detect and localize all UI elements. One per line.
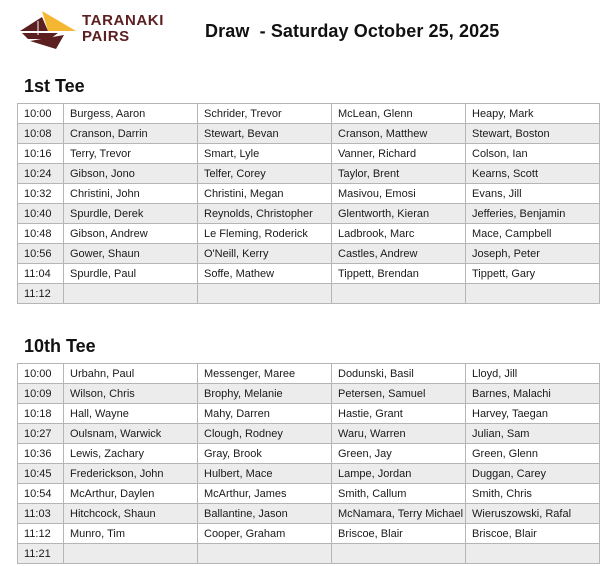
player-3-cell: Waru, Warren (332, 424, 466, 444)
table-row (18, 284, 600, 304)
player-4-cell: Joseph, Peter (466, 244, 600, 264)
player-3-cell: Briscoe, Blair (332, 524, 466, 544)
player-4-cell: Kearns, Scott (466, 164, 600, 184)
brand-line-2: PAIRS (82, 28, 130, 45)
tee-time-cell: 11:04 (18, 264, 64, 284)
tee-time-cell: 10:18 (18, 404, 64, 424)
player-4-cell (466, 544, 600, 564)
player-2-cell: Christini, Megan (198, 184, 332, 204)
player-1-cell: Hitchcock, Shaun (64, 504, 198, 524)
player-4-cell: Green, Glenn (466, 444, 600, 464)
player-4-cell: Colson, Ian (466, 144, 600, 164)
player-2-cell: Soffe, Mathew (198, 264, 332, 284)
player-1-cell: Hall, Wayne (64, 404, 198, 424)
player-1-cell: Gower, Shaun (64, 244, 198, 264)
player-4-cell: Jefferies, Benjamin (466, 204, 600, 224)
table-row (18, 464, 600, 484)
player-1-cell: Urbahn, Paul (64, 364, 198, 384)
tee-time-cell: 10:48 (18, 224, 64, 244)
player-4-cell: Tippett, Gary (466, 264, 600, 284)
player-3-cell: Petersen, Samuel (332, 384, 466, 404)
tee-time-cell: 10:09 (18, 384, 64, 404)
player-1-cell: Munro, Tim (64, 524, 198, 544)
table-row (18, 104, 600, 124)
tee-time-cell: 10:00 (18, 364, 64, 384)
player-2-cell: Clough, Rodney (198, 424, 332, 444)
player-4-cell: Harvey, Taegan (466, 404, 600, 424)
player-4-cell: Smith, Chris (466, 484, 600, 504)
section-title-10th-tee: 10th Tee (24, 336, 96, 356)
player-3-cell: Green, Jay (332, 444, 466, 464)
player-3-cell: Lampe, Jordan (332, 464, 466, 484)
tee-time-cell: 11:03 (18, 504, 64, 524)
player-1-cell: Terry, Trevor (64, 144, 198, 164)
player-3-cell (332, 544, 466, 564)
player-2-cell: Gray, Brook (198, 444, 332, 464)
player-2-cell: Messenger, Maree (198, 364, 332, 384)
table-row (18, 544, 600, 564)
player-4-cell: Barnes, Malachi (466, 384, 600, 404)
table-row (18, 484, 600, 504)
player-1-cell: Spurdle, Paul (64, 264, 198, 284)
table-row (18, 184, 600, 204)
player-2-cell (198, 284, 332, 304)
table-row (18, 124, 600, 144)
table-row (18, 424, 600, 444)
player-2-cell (198, 544, 332, 564)
table-row (18, 144, 600, 164)
player-4-cell: Mace, Campbell (466, 224, 600, 244)
table-row (18, 364, 600, 384)
player-3-cell: Taylor, Brent (332, 164, 466, 184)
player-3-cell: McLean, Glenn (332, 104, 466, 124)
table-row (18, 384, 600, 404)
player-1-cell: Wilson, Chris (64, 384, 198, 404)
table-row (18, 224, 600, 244)
player-4-cell: Julian, Sam (466, 424, 600, 444)
player-1-cell (64, 544, 198, 564)
player-3-cell: Ladbrook, Marc (332, 224, 466, 244)
table-row (18, 264, 600, 284)
player-4-cell: Briscoe, Blair (466, 524, 600, 544)
draw-table-1st-tee (17, 103, 600, 304)
tee-time-cell: 11:12 (18, 524, 64, 544)
section-title-1st-tee: 1st Tee (24, 76, 85, 96)
player-2-cell: Cooper, Graham (198, 524, 332, 544)
table-row (18, 404, 600, 424)
player-1-cell: Frederickson, John (64, 464, 198, 484)
taranaki-pairs-logo-icon (18, 9, 78, 49)
player-2-cell: Telfer, Corey (198, 164, 332, 184)
tee-time-cell: 11:21 (18, 544, 64, 564)
player-2-cell: Mahy, Darren (198, 404, 332, 424)
player-1-cell: Spurdle, Derek (64, 204, 198, 224)
player-2-cell: Hulbert, Mace (198, 464, 332, 484)
player-1-cell: Gibson, Jono (64, 164, 198, 184)
player-2-cell: Le Fleming, Roderick (198, 224, 332, 244)
player-4-cell (466, 284, 600, 304)
table-row (18, 444, 600, 464)
player-3-cell: Hastie, Grant (332, 404, 466, 424)
tee-time-cell: 10:27 (18, 424, 64, 444)
player-4-cell: Heapy, Mark (466, 104, 600, 124)
tee-time-cell: 10:45 (18, 464, 64, 484)
player-1-cell: Gibson, Andrew (64, 224, 198, 244)
tee-time-cell: 11:12 (18, 284, 64, 304)
table-row (18, 524, 600, 544)
tee-time-cell: 10:40 (18, 204, 64, 224)
player-1-cell: Cranson, Darrin (64, 124, 198, 144)
player-3-cell: Cranson, Matthew (332, 124, 466, 144)
player-1-cell: Burgess, Aaron (64, 104, 198, 124)
brand-line-1: TARANAKI (82, 12, 165, 29)
table-row (18, 504, 600, 524)
player-2-cell: Reynolds, Christopher (198, 204, 332, 224)
player-4-cell: Wieruszowski, Rafal (466, 504, 600, 524)
tee-time-cell: 10:24 (18, 164, 64, 184)
player-4-cell: Evans, Jill (466, 184, 600, 204)
player-3-cell (332, 284, 466, 304)
table-row (18, 164, 600, 184)
player-1-cell (64, 284, 198, 304)
tee-time-cell: 10:36 (18, 444, 64, 464)
tee-time-cell: 10:32 (18, 184, 64, 204)
player-3-cell: Masivou, Emosi (332, 184, 466, 204)
draw-table-10th-tee (17, 363, 600, 564)
table-row (18, 244, 600, 264)
player-2-cell: O'Neill, Kerry (198, 244, 332, 264)
player-3-cell: Tippett, Brendan (332, 264, 466, 284)
player-2-cell: Smart, Lyle (198, 144, 332, 164)
tee-time-cell: 10:16 (18, 144, 64, 164)
player-3-cell: Vanner, Richard (332, 144, 466, 164)
brand-name (82, 13, 164, 45)
player-3-cell: Smith, Callum (332, 484, 466, 504)
player-1-cell: Oulsnam, Warwick (64, 424, 198, 444)
tee-time-cell: 10:54 (18, 484, 64, 504)
player-2-cell: Schrider, Trevor (198, 104, 332, 124)
table-row (18, 204, 600, 224)
player-3-cell: McNamara, Terry Michael (332, 504, 466, 524)
player-3-cell: Dodunski, Basil (332, 364, 466, 384)
player-2-cell: Brophy, Melanie (198, 384, 332, 404)
player-2-cell: McArthur, James (198, 484, 332, 504)
tee-time-cell: 10:00 (18, 104, 64, 124)
player-4-cell: Lloyd, Jill (466, 364, 600, 384)
player-1-cell: Lewis, Zachary (64, 444, 198, 464)
player-4-cell: Duggan, Carey (466, 464, 600, 484)
player-4-cell: Stewart, Boston (466, 124, 600, 144)
player-2-cell: Stewart, Bevan (198, 124, 332, 144)
player-1-cell: Christini, John (64, 184, 198, 204)
player-1-cell: McArthur, Daylen (64, 484, 198, 504)
tee-time-cell: 10:08 (18, 124, 64, 144)
page-header (0, 0, 600, 60)
player-3-cell: Glentworth, Kieran (332, 204, 466, 224)
tee-time-cell: 10:56 (18, 244, 64, 264)
page-title: Draw - Saturday October 25, 2025 (205, 21, 500, 41)
player-2-cell: Ballantine, Jason (198, 504, 332, 524)
player-3-cell: Castles, Andrew (332, 244, 466, 264)
